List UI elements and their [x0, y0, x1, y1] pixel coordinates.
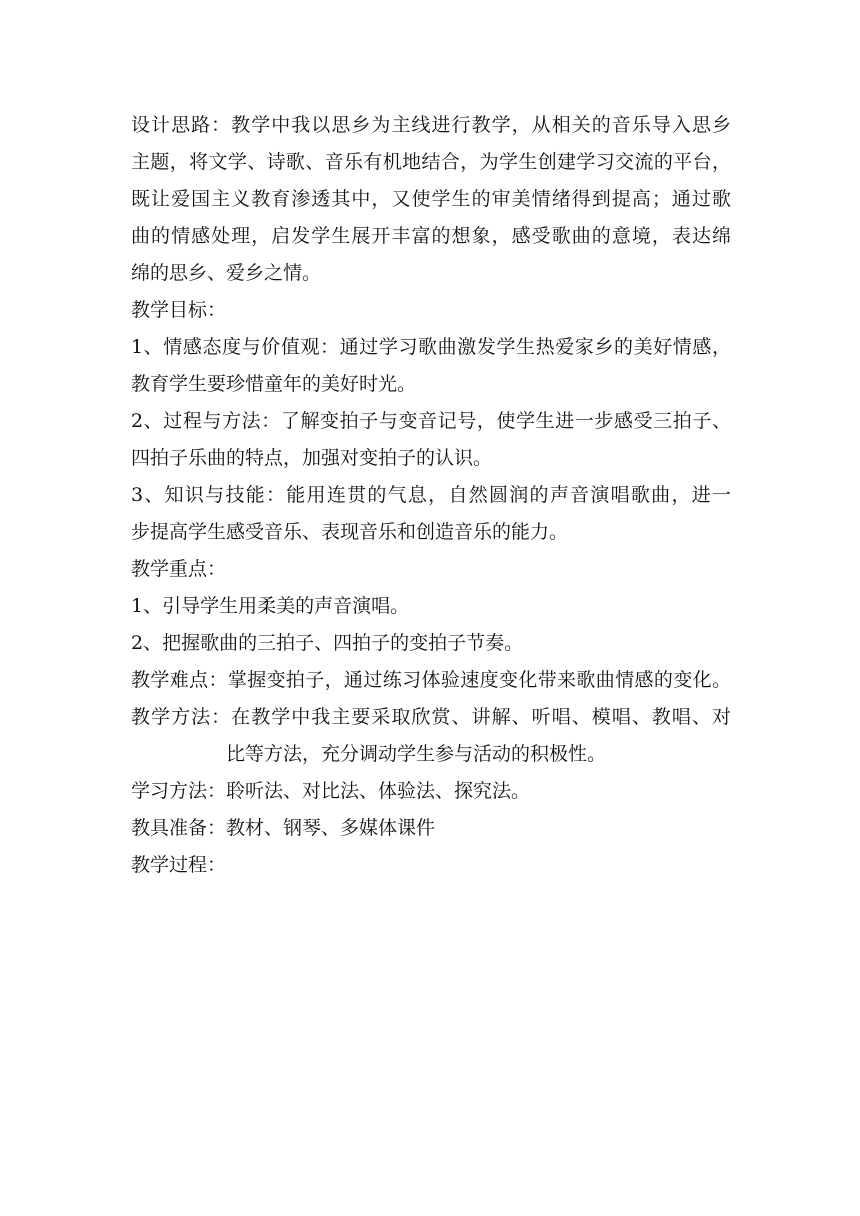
text-line: 绵的思乡、爱乡之情。	[131, 262, 322, 284]
text-line: 学习方法：聆听法、对比法、体验法、探究法。	[131, 780, 531, 802]
key-point-item-2	[131, 625, 731, 662]
objective-item-2	[131, 403, 731, 477]
text-line: 比等方法，充分调动学生参与活动的积极性。	[226, 743, 607, 765]
objective-item-3	[131, 477, 731, 551]
text-line: 2、过程与方法：了解变拍子与变音记号，使学生进一步感受三拍子、	[131, 410, 731, 432]
text-line: 2、把握歌曲的三拍子、四拍子的变拍子节奏。	[131, 632, 524, 654]
text-line: 教学方法：在教学中我主要采取欣赏、讲解、听唱、模唱、教唱、对	[131, 706, 731, 728]
text-line: 步提高学生感受音乐、表现音乐和创造音乐的能力。	[131, 521, 569, 543]
heading-text: 教学重点：	[131, 558, 227, 580]
text-line: 设计思路：教学中我以思乡为主线进行教学，从相关的音乐导入思乡	[131, 114, 731, 136]
text-line: 曲的情感处理，启发学生展开丰富的想象，感受歌曲的意境，表达绵	[131, 225, 731, 247]
document-body	[131, 107, 731, 884]
difficulty-paragraph	[131, 662, 731, 699]
text-line: 教学难点：掌握变拍子，通过练习体验速度变化带来歌曲情感的变化。	[131, 669, 731, 691]
methods-paragraph	[131, 699, 731, 773]
text-line: 1、情感态度与价值观：通过学习歌曲激发学生热爱家乡的美好情感，	[131, 336, 731, 358]
text-line: 教具准备：教材、钢琴、多媒体课件	[131, 817, 436, 839]
learning-methods-paragraph	[131, 773, 731, 810]
text-line: 主题，将文学、诗歌、音乐有机地结合，为学生创建学习交流的平台，	[131, 151, 731, 173]
heading-text: 教学过程：	[131, 854, 227, 876]
text-line: 既让爱国主义教育渗透其中，又使学生的审美情绪得到提高；通过歌	[131, 188, 731, 210]
text-line: 教育学生要珍惜童年的美好时光。	[131, 373, 417, 395]
process-heading	[131, 847, 731, 884]
heading-text: 教学目标：	[131, 299, 227, 321]
objectives-heading	[131, 292, 731, 329]
key-point-item-1	[131, 588, 731, 625]
design-idea-paragraph	[131, 107, 731, 292]
objective-item-1	[131, 329, 731, 403]
text-line: 四拍子乐曲的特点，加强对变拍子的认识。	[131, 447, 493, 469]
key-points-heading	[131, 551, 731, 588]
text-line: 3、知识与技能：能用连贯的气息，自然圆润的声音演唱歌曲，进一	[131, 484, 731, 506]
materials-paragraph	[131, 810, 731, 847]
text-line: 1、引导学生用柔美的声音演唱。	[131, 595, 410, 617]
